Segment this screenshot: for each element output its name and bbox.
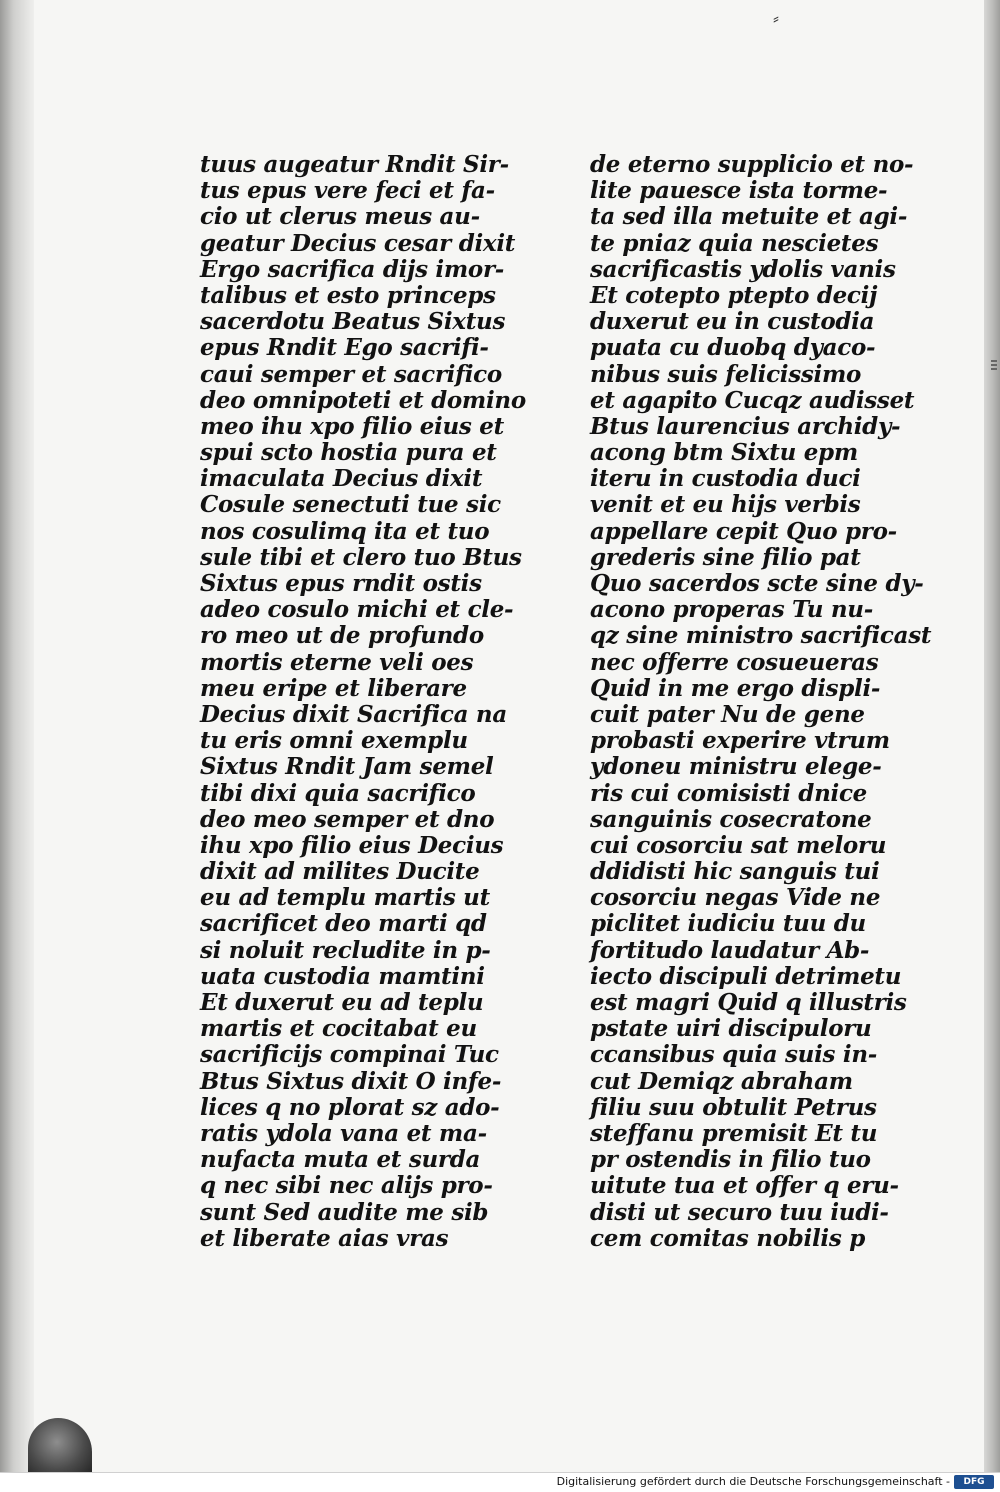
manuscript-line: cut Demiqz abraham [590, 1067, 853, 1095]
manuscript-line: Cosule senectuti tue sic [200, 491, 501, 519]
manuscript-line: cui cosorciu sat meloru [590, 831, 887, 859]
manuscript-line: filiu suu obtulit Petrus [590, 1093, 877, 1121]
manuscript-line: cem comitas nobilis p [590, 1224, 865, 1252]
thumb-image [28, 1418, 92, 1472]
manuscript-line: ro meo ut de profundo [200, 622, 484, 650]
manuscript-line: ddidisti hic sanguis tui [590, 858, 880, 886]
text-column-left [200, 152, 545, 1252]
manuscript-line: nibus suis felicissimo [590, 360, 862, 388]
manuscript-line: cio ut clerus meus au- [200, 203, 480, 231]
manuscript-line: cuit pater Nu de gene [590, 700, 865, 728]
manuscript-line: iecto discipuli detrimetu [590, 962, 902, 990]
manuscript-line: probasti experire vtrum [590, 727, 890, 755]
manuscript-line: spui scto hostia pura et [200, 439, 497, 467]
manuscript-line: venit et eu hijs verbis [590, 491, 861, 519]
manuscript-line: ta sed illa metuite et agi- [590, 203, 908, 231]
manuscript-line: ris cui comisisti dnice [590, 779, 867, 807]
manuscript-line: tus epus vere feci et fa- [200, 177, 495, 205]
text-column-right [590, 152, 935, 1252]
manuscript-line: martis et cocitabat eu [200, 1015, 477, 1043]
manuscript-line: ydoneu ministru elege- [590, 753, 882, 781]
manuscript-line: tibi dixi quia sacrifico [200, 779, 476, 807]
manuscript-line: nec offerre cosueueras [590, 648, 879, 676]
manuscript-line: lite pauesce ista torme- [590, 177, 888, 205]
manuscript-line: uata custodia mamtini [200, 962, 485, 990]
dfg-logo[interactable]: DFG [954, 1475, 994, 1489]
manuscript-line: Quo sacerdos scte sine dy- [590, 570, 924, 597]
manuscript-line: adeo cosulo michi et cle- [200, 596, 514, 624]
manuscript-line: meu eripe et liberare [200, 674, 467, 702]
manuscript-line: sanguinis cosecratone [590, 805, 872, 833]
manuscript-line: fortitudo laudatur Ab- [590, 936, 870, 964]
binding-edge [0, 0, 34, 1472]
manuscript-line: ccansibus quia suis in- [590, 1041, 878, 1069]
manuscript-line: acong btm Sixtu epm [590, 439, 858, 467]
manuscript-line: deo meo semper et dno [200, 805, 495, 833]
manuscript-line: pr ostendis in filio tuo [590, 1146, 871, 1174]
manuscript-line: Btus Sixtus dixit O infe- [200, 1067, 502, 1095]
manuscript-line: meo ihu xpo filio eius et [200, 412, 504, 440]
manuscript-line: dixit ad milites Ducite [200, 858, 480, 886]
manuscript-line: mortis eterne veli oes [200, 648, 474, 676]
manuscript-line: uitute tua et offer q eru- [590, 1172, 899, 1200]
manuscript-line: acono properas Tu nu- [590, 596, 873, 624]
manuscript-line: est magri Quid q illustris [590, 989, 907, 1016]
page-edge [984, 0, 1000, 1472]
footer-credit: Digitalisierung gefördert durch die Deutsche Forschungsgemeinschaft - [556, 1475, 950, 1488]
manuscript-line: caui semper et sacrifico [200, 360, 502, 388]
manuscript-line: Et cotepto ptepto decij [590, 281, 878, 309]
manuscript-line: nufacta muta et surda [200, 1146, 481, 1174]
manuscript-line: sunt Sed audite me sib [200, 1198, 489, 1226]
manuscript-line: ihu xpo filio eius Decius [200, 831, 504, 859]
manuscript-line: epus Rndit Ego sacrifi- [200, 334, 489, 362]
manuscript-line: ratis ydola vana et ma- [200, 1119, 487, 1147]
manuscript-line: Ergo sacrifica dijs imor- [200, 255, 505, 283]
manuscript-line: iteru in custodia duci [590, 465, 861, 493]
manuscript-line: puata cu duobq dyaco- [590, 334, 876, 362]
manuscript-line: sacrificastis ydolis vanis [590, 255, 896, 283]
manuscript-line: duxerut eu in custodia [590, 308, 875, 336]
manuscript-line: grederis sine filio pat [590, 543, 861, 571]
footer-bar [0, 1472, 1000, 1492]
manuscript-line: q nec sibi nec alijs pro- [200, 1172, 493, 1200]
manuscript-line: eu ad templu martis ut [200, 884, 490, 912]
manuscript-line: de eterno supplicio et no- [590, 151, 914, 178]
manuscript-line: sacerdotu Beatus Sixtus [200, 308, 506, 336]
manuscript-line: qz sine ministro sacrificast [590, 622, 932, 650]
manuscript-line: talibus et esto princeps [200, 281, 496, 309]
top-mark: ⸗ [773, 8, 779, 29]
manuscript-line: tu eris omni exemplu [200, 727, 468, 755]
manuscript-line: Decius dixit Sacrifica na [200, 700, 507, 728]
manuscript-line: piclitet iudiciu tuu du [590, 910, 866, 938]
manuscript-line: appellare cepit Quo pro- [590, 517, 897, 545]
manuscript-line: tuus augeatur Rndit Sir- [200, 151, 509, 178]
manuscript-line: et agapito Cucqz audisset [590, 386, 915, 414]
manuscript-line: si noluit recludite in p- [200, 936, 491, 964]
manuscript-line: nos cosulimq ita et tuo [200, 517, 490, 545]
manuscript-line: pstate uiri discipuloru [590, 1015, 872, 1043]
manuscript-line: Sixtus epus rndit ostis [200, 570, 482, 597]
manuscript-line: Quid in me ergo displi- [590, 674, 881, 702]
manuscript-line: steffanu premisit Et tu [590, 1119, 878, 1147]
manuscript-line: cosorciu negas Vide ne [590, 884, 881, 912]
manuscript-line: deo omnipoteti et domino [200, 386, 526, 414]
manuscript-line: sacrificet deo marti qd [200, 910, 487, 938]
manuscript-line: geatur Decius cesar dixit [200, 229, 516, 257]
manuscript-line: te pniaz quia nescietes [590, 229, 879, 257]
manuscript-line: imaculata Decius dixit [200, 465, 483, 493]
manuscript-line: Et duxerut eu ad teplu [200, 989, 484, 1016]
manuscript-line: lices q no plorat sz ado- [200, 1093, 500, 1121]
manuscript-line: sacrificijs compinai Tuc [200, 1041, 499, 1069]
manuscript-line: sule tibi et clero tuo Btus [200, 543, 522, 571]
manuscript-line: Btus laurencius archidy- [590, 412, 901, 440]
manuscript-line: Sixtus Rndit Jam semel [200, 753, 494, 781]
manuscript-line: et liberate aias vras [200, 1224, 449, 1252]
manuscript-line: disti ut securo tuu iudi- [590, 1198, 889, 1226]
